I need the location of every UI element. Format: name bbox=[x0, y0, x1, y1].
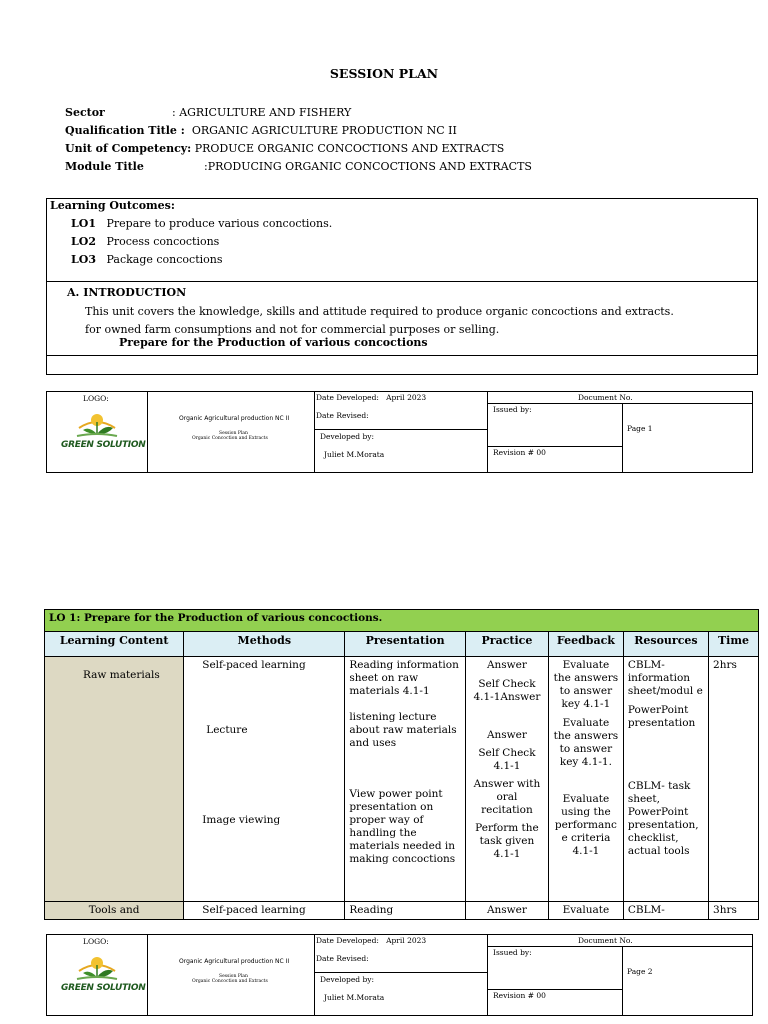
methods-cell: Self-paced learning Lecture Image viewing bbox=[184, 657, 345, 902]
content-cell: Raw materials bbox=[45, 657, 184, 902]
logo-text: GREEN SOLUTION bbox=[61, 983, 146, 993]
introduction-text: for owned farm consumptions and not for commercial purposes or selling. bbox=[85, 323, 500, 336]
leaf-logo-icon bbox=[69, 406, 125, 442]
table-row bbox=[45, 902, 759, 920]
document-no: Document No. bbox=[578, 393, 633, 402]
doc-subtitle: Organic Concoction and Extracts bbox=[192, 979, 268, 984]
feedback-cell: Evaluate bbox=[549, 902, 624, 920]
developed-by: Developed by: bbox=[320, 432, 375, 441]
resources-cell: CBLM- bbox=[623, 902, 708, 920]
revision: Revision # 00 bbox=[493, 991, 546, 1000]
qualification-label: Qualification Title : bbox=[65, 124, 185, 137]
developer-name: Juliet M.Morata bbox=[324, 993, 385, 1002]
qualification-value: ORGANIC AGRICULTURE PRODUCTION NC II bbox=[191, 124, 457, 137]
table-row bbox=[45, 657, 759, 902]
module-value: :PRODUCING ORGANIC CONCOCTIONS AND EXTRACTS bbox=[204, 160, 532, 173]
column-header: Methods bbox=[184, 632, 345, 657]
sector-value: : AGRICULTURE AND FISHERY bbox=[172, 106, 352, 119]
revision: Revision # 00 bbox=[493, 448, 546, 457]
date-revised: Date Revised: bbox=[316, 411, 369, 420]
feedback-cell: Evaluate the answers to answer key 4.1-1 Evaluate the answers to answer key 4.1-1. Evaluate using the performanc e criteria 4.1-1 bbox=[549, 657, 624, 902]
lo-table bbox=[44, 609, 759, 920]
leaf-logo-icon bbox=[69, 949, 125, 985]
resources-cell: CBLM- information sheet/modul e PowerPoint presentation CBLM- task sheet, PowerPoint presentation, checklist, actual tools bbox=[623, 657, 708, 902]
date-developed: Date Developed: April 2023 bbox=[316, 393, 427, 402]
column-header: Presentation bbox=[345, 632, 466, 657]
lo-item: LO1 Prepare to produce various concoctions. bbox=[71, 217, 333, 230]
date-developed: Date Developed: April 2023 bbox=[316, 936, 427, 945]
issued-by: Issued by: bbox=[493, 948, 532, 957]
practice-cell: Answer Self Check 4.1-1Answer Answer Self Check 4.1-1 Answer with oral recitation Perform the task given 4.1-1 bbox=[465, 657, 548, 902]
column-header: Time bbox=[709, 632, 759, 657]
module-row bbox=[65, 160, 532, 173]
presentation-cell: Reading bbox=[345, 902, 466, 920]
lo-item: LO2 Process concoctions bbox=[71, 235, 220, 248]
unit-value: PRODUCE ORGANIC CONCOCTIONS AND EXTRACTS bbox=[194, 142, 505, 155]
qualification-row bbox=[65, 124, 457, 137]
lo-item: LO3 Package concoctions bbox=[71, 253, 223, 266]
lo-title: LO 1: Prepare for the Production of various concoctions. bbox=[45, 610, 759, 632]
unit-row bbox=[65, 142, 504, 155]
methods-cell: Self-paced learning bbox=[184, 902, 345, 920]
document-footer bbox=[46, 934, 753, 1016]
document-footer bbox=[46, 391, 753, 473]
column-header: Learning Content bbox=[45, 632, 184, 657]
column-header: Feedback bbox=[549, 632, 624, 657]
sector-label: Sector bbox=[65, 106, 105, 119]
content-cell: Tools and bbox=[45, 902, 184, 920]
page-number: Page 2 bbox=[627, 967, 653, 976]
course-name: Organic Agricultural production NC II bbox=[179, 415, 290, 422]
sector-row bbox=[65, 106, 351, 119]
time-cell: 3hrs bbox=[709, 902, 759, 920]
time-cell: 2hrs bbox=[709, 657, 759, 902]
developer-name: Juliet M.Morata bbox=[324, 450, 385, 459]
introduction-text: This unit covers the knowledge, skills and attitude required to produce organic concoctions and extracts. bbox=[85, 305, 674, 318]
unit-label: Unit of Competency: bbox=[65, 142, 192, 155]
date-revised: Date Revised: bbox=[316, 954, 369, 963]
page-title: SESSION PLAN bbox=[329, 66, 439, 81]
doc-type: Session Plan bbox=[219, 974, 248, 979]
doc-subtitle: Organic Concoction and Extracts bbox=[192, 436, 268, 441]
column-header: Practice bbox=[465, 632, 548, 657]
course-name: Organic Agricultural production NC II bbox=[179, 958, 290, 965]
doc-type: Session Plan bbox=[219, 431, 248, 436]
column-header: Resources bbox=[623, 632, 708, 657]
learning-outcomes-box bbox=[46, 198, 758, 375]
developed-by: Developed by: bbox=[320, 975, 375, 984]
page-number: Page 1 bbox=[627, 424, 653, 433]
introduction-heading: A. INTRODUCTION bbox=[67, 286, 187, 299]
issued-by: Issued by: bbox=[493, 405, 532, 414]
document-no: Document No. bbox=[578, 936, 633, 945]
introduction-subheading: Prepare for the Production of various concoctions bbox=[119, 336, 428, 349]
logo-label: LOGO: bbox=[83, 394, 109, 403]
module-label: Module Title bbox=[65, 160, 144, 173]
logo-label: LOGO: bbox=[83, 937, 109, 946]
presentation-cell: Reading information sheet on raw materials 4.1-1 listening lecture about raw materials and uses View power point presentation on proper way of handling the materials needed in making concoctions bbox=[345, 657, 466, 902]
logo-text: GREEN SOLUTION bbox=[61, 440, 146, 450]
practice-cell: Answer bbox=[465, 902, 548, 920]
learning-outcomes-heading: Learning Outcomes: bbox=[50, 199, 175, 212]
